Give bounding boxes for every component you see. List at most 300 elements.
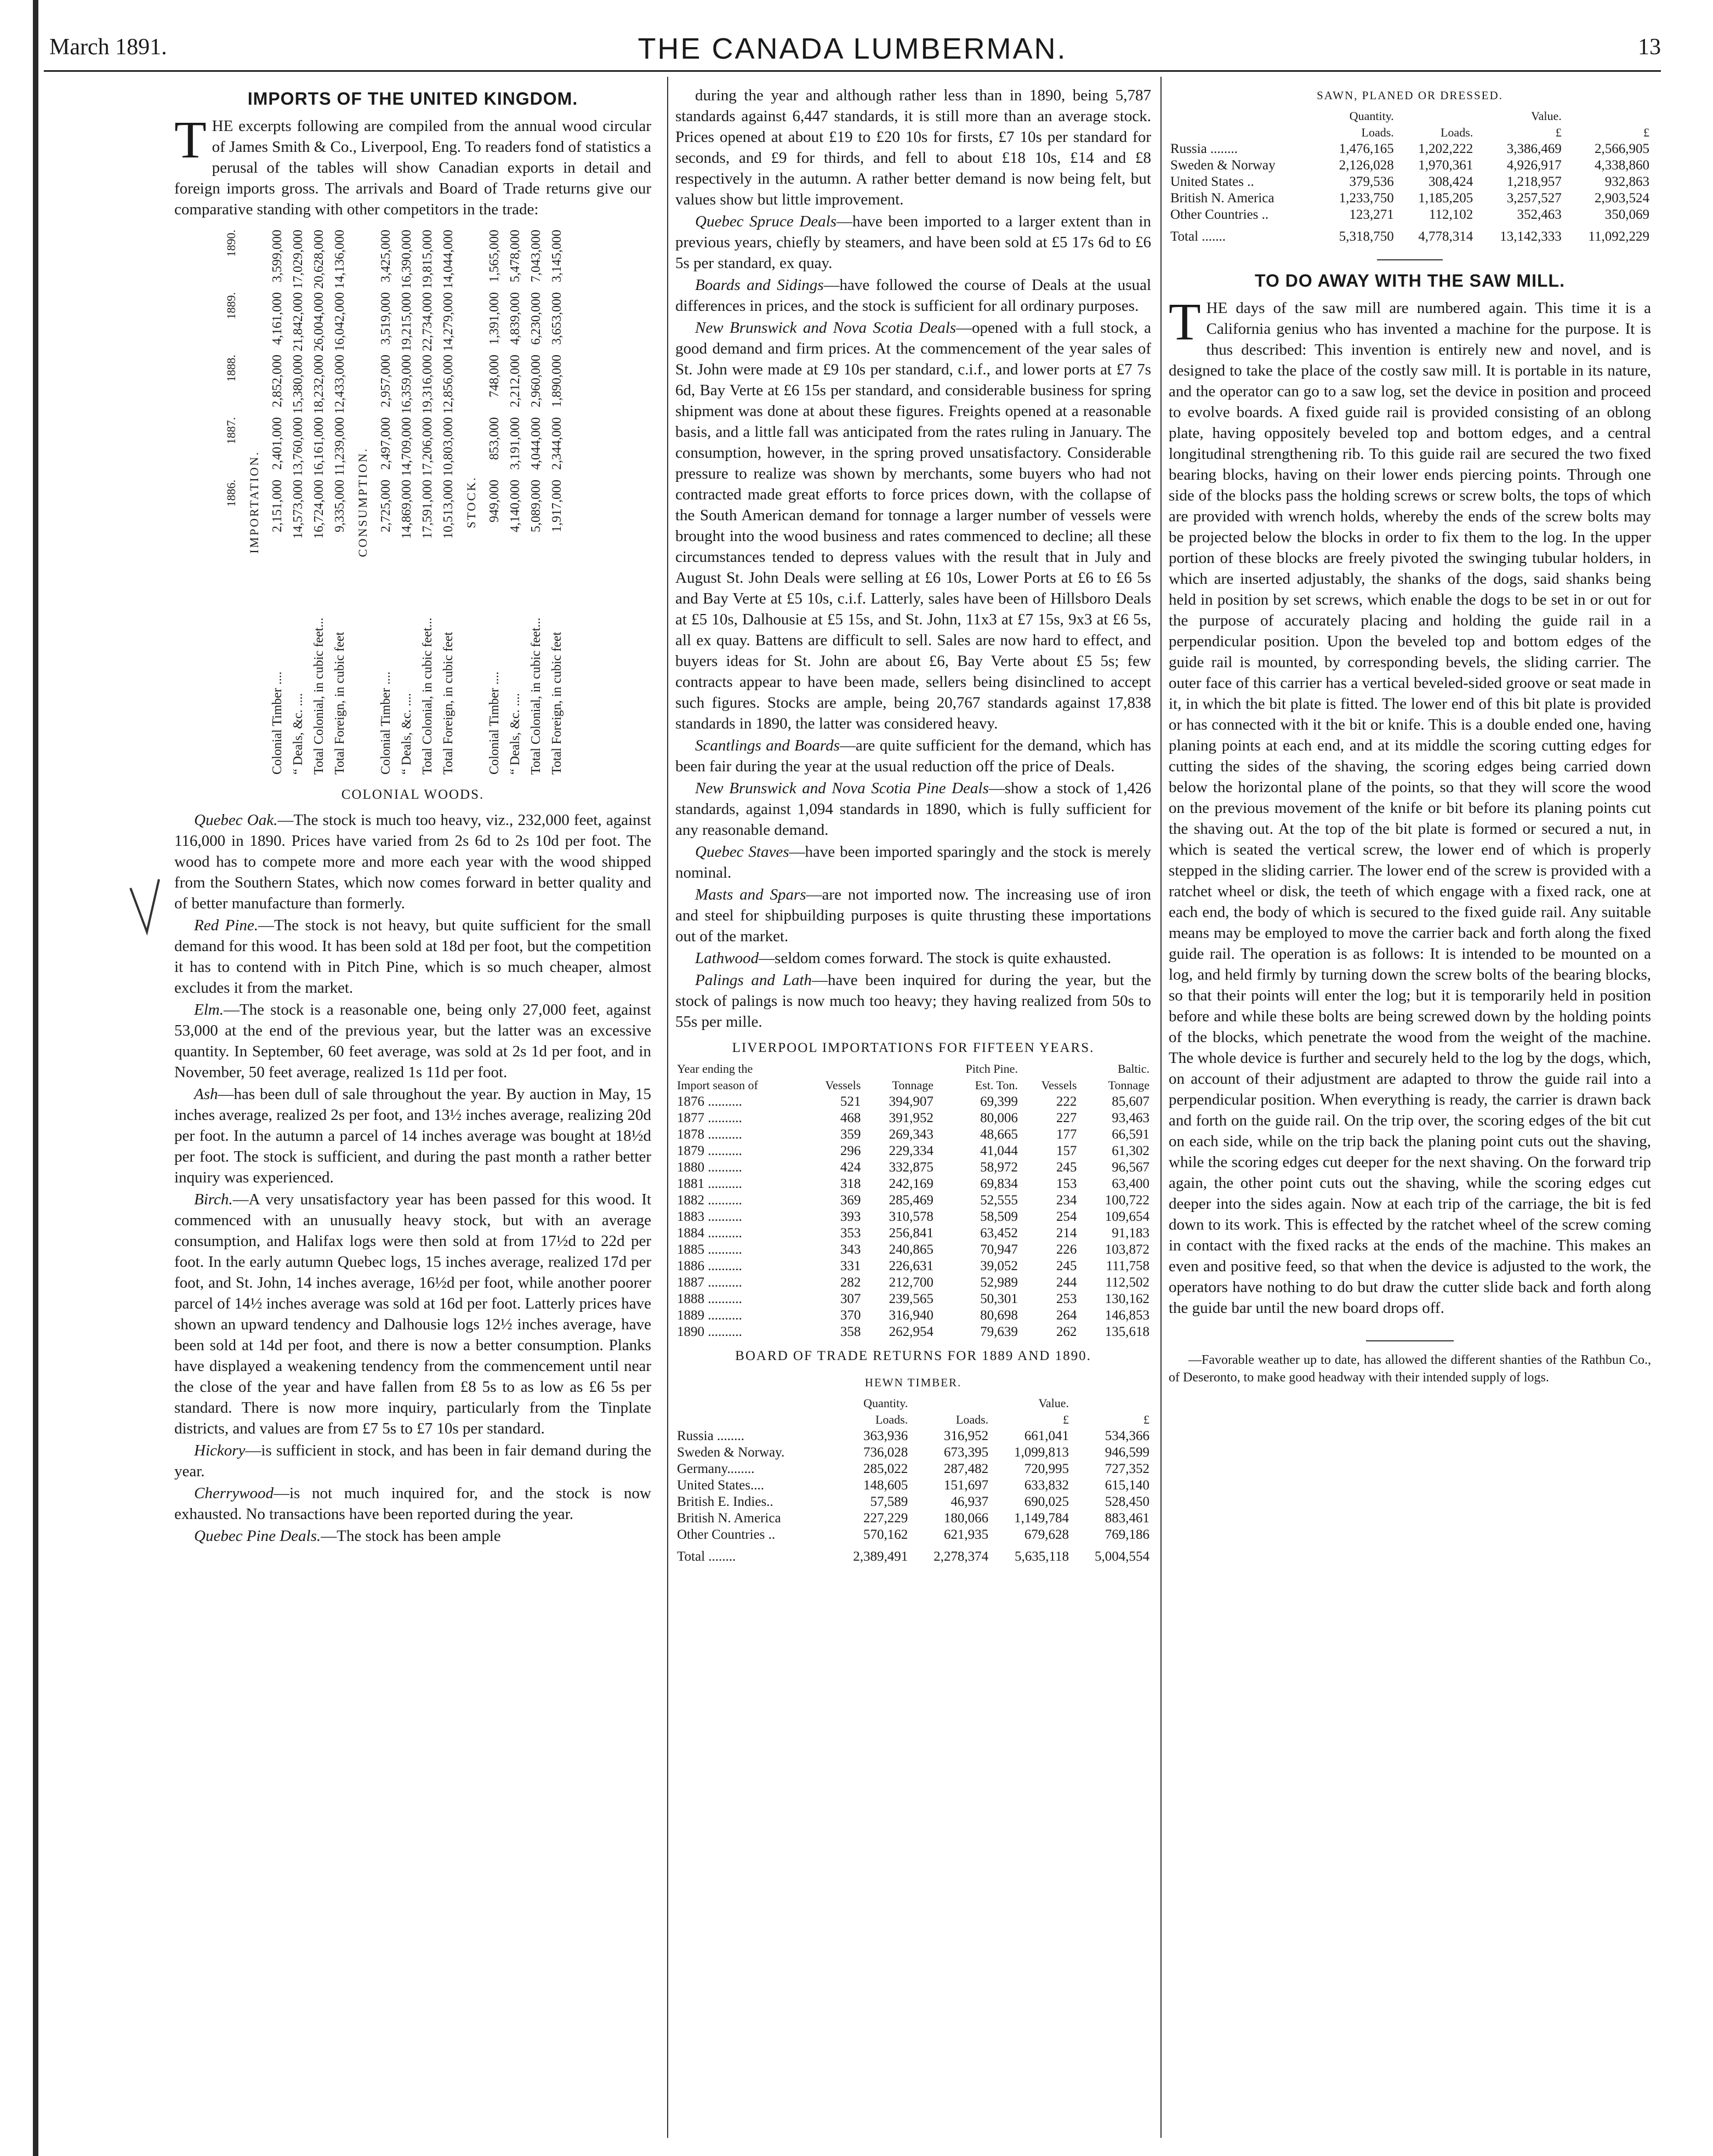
row-label: 1883 .......... <box>677 1209 742 1224</box>
table-cell: 57,589 <box>870 1494 908 1509</box>
sawn-subtitle: SAWN, PLANED OR DRESSED. <box>1317 89 1503 102</box>
table-cell: 234 <box>1056 1193 1077 1208</box>
table-cell: 285,022 <box>863 1461 908 1476</box>
rathbun-note: —Favorable weather up to date, has allowed the different shanties of the Rathbun Co., of Deseronto, to make good headway with their intended supply of logs. <box>1169 1353 1651 1385</box>
table-row <box>675 1176 1151 1192</box>
table-header <box>1396 108 1475 124</box>
table-cell: 468 <box>840 1111 861 1125</box>
masthead <box>44 34 1661 67</box>
paragraph-text: —is sufficient in stock, and has been in fair demand during the year. <box>174 1442 651 1480</box>
paragraph-heading: Quebec Oak. <box>194 811 278 829</box>
table-cell: 2,401,000 <box>270 417 284 470</box>
table-row <box>438 228 459 776</box>
table-cell: 19,215,000 <box>400 292 414 351</box>
group-name: IMPORTATION. <box>247 451 261 554</box>
table-cell: 308,424 <box>1429 174 1473 189</box>
paragraph-heading: Palings and Lath <box>695 971 812 989</box>
issue-date: March 1891. <box>49 35 167 60</box>
paragraph <box>675 970 1151 1032</box>
table-cell: 1,149,784 <box>1014 1511 1069 1526</box>
row-label: 1880 .......... <box>677 1160 742 1175</box>
table-cell: 296 <box>840 1144 861 1158</box>
total-cell: 5,004,554 <box>1095 1549 1149 1564</box>
paragraph <box>675 735 1151 777</box>
total-cell: 4,778,314 <box>1418 229 1473 244</box>
table-cell: 135,618 <box>1105 1324 1149 1339</box>
paragraph <box>675 275 1151 316</box>
table-cell: 112,102 <box>1429 207 1473 222</box>
table-cell: 287,482 <box>943 1461 989 1476</box>
table-cell: 66,591 <box>1112 1127 1149 1142</box>
table-cell: 4,044,000 <box>529 417 543 470</box>
total-row <box>1169 223 1651 245</box>
table-cell: 16,724,000 <box>312 480 326 539</box>
paragraph-text: —is not much inquired for, and the stock is now exhausted. No transactions have been reported during the year. <box>174 1484 651 1523</box>
table-cell: 853,000 <box>487 417 502 460</box>
table-cell: 1,233,750 <box>1339 191 1394 206</box>
row-label: Russia ........ <box>1170 141 1238 156</box>
table-header: £ <box>1143 1413 1149 1426</box>
column-rule <box>1160 77 1162 2138</box>
year-header: 1889. <box>224 292 238 320</box>
table-header: Loads. <box>955 1413 989 1426</box>
saw-mill-title: TO DO AWAY WITH THE SAW MILL. <box>1255 271 1565 291</box>
paragraph <box>675 85 1151 210</box>
paragraph-heading: Masts and Spars <box>695 886 806 903</box>
table-cell: 3,386,469 <box>1506 141 1562 156</box>
paragraph <box>675 948 1151 969</box>
table-row <box>675 1242 1151 1258</box>
paragraph-text: —seldom comes forward. The stock is quite exhausted. <box>759 949 1111 967</box>
table-header: Pitch Pine. <box>965 1062 1018 1076</box>
table-cell: 9,335,000 <box>333 480 347 532</box>
table-cell: 58,509 <box>980 1209 1018 1224</box>
table-cell: 521 <box>840 1094 861 1109</box>
table-header: Vessels <box>825 1078 861 1092</box>
table-cell: 13,760,000 <box>291 417 305 476</box>
row-label: 1877 .......... <box>677 1111 742 1125</box>
table-cell: 229,334 <box>889 1144 934 1158</box>
row-label: 1890 .......... <box>677 1324 742 1339</box>
row-label: 1884 .......... <box>677 1226 742 1241</box>
total-cell: 2,389,491 <box>853 1549 908 1564</box>
table-cell: 26,004,000 <box>312 292 326 351</box>
table-cell: 17,029,000 <box>291 230 305 289</box>
table-row <box>675 1324 1151 1340</box>
table-row <box>675 1275 1151 1291</box>
year-header: 1890. <box>224 230 238 257</box>
group-row <box>459 228 484 776</box>
table-row <box>484 228 505 776</box>
row-label: Russia ........ <box>677 1429 744 1443</box>
table-cell: 80,698 <box>980 1308 1018 1323</box>
paragraph-heading: New Brunswick and Nova Scotia Pine Deals <box>695 780 989 797</box>
row-label: 1876 .......... <box>677 1094 742 1109</box>
table-cell: 212,700 <box>889 1275 934 1290</box>
table-row <box>526 228 547 776</box>
row-label: 1882 .......... <box>677 1193 742 1208</box>
table-cell: 1,476,165 <box>1339 141 1394 156</box>
paragraph <box>675 211 1151 274</box>
table-cell: 93,463 <box>1112 1111 1149 1125</box>
table-header <box>1169 124 1316 141</box>
table-cell: 310,578 <box>889 1209 934 1224</box>
table-cell: 240,865 <box>889 1242 934 1257</box>
table-cell: 633,832 <box>1024 1478 1069 1493</box>
table-cell: 1,890,000 <box>550 355 564 407</box>
table-cell: 12,856,000 <box>441 355 456 414</box>
table-cell: 5,478,000 <box>508 230 522 282</box>
paragraph-text: —has been dull of sale throughout the year. By auction in May, 15 inches average, realized 2s per foot, and 13½ inches average, realizing 20d per foot. In the autumn a parcel of 14 inches average was bought at 18½d per foot. The stock is sufficient, and during the past month a rather better inquiry was experienced. <box>174 1085 651 1186</box>
row-label: United States .. <box>1170 174 1254 189</box>
table-cell: 352,463 <box>1517 207 1562 222</box>
table-cell: 39,052 <box>980 1259 1018 1273</box>
table-cell: 214 <box>1056 1226 1077 1241</box>
paragraph-text: —A very unsatisfactory year has been passed for this wood. It commenced with an unusually heavy stock, but with an average consumption, and Halifax logs were then sold at from 17½d to 22d per foot. In the early autumn Quebec logs, 15 inches average, realized 17d per foot, and St. John, 14 inches average, 16½d per foot, while another poorer parcel of 14½ inches average was sold at 16d per foot. Latterly prices have shown an upward tendency and Dalhousie logs 12½ inches average, have been sold at 14d per foot, and there is now a better consumption. Planks have displayed a weakening tendency from the commencement until near the close of the year and have fallen from £8 5s to as low as £6 5s per standard. There is now more inquiry, particularly from the Tinplate districts, and values are from £7 5s to £7 10s per standard. <box>174 1191 651 1437</box>
paragraph-text: during the year and although rather less than in 1890, being 5,787 standards against 6,447 standards, it is still more than an average stock. Prices opened at about £19 to £20 10s for firsts, £7 10s per standard for seconds, and £9 for thirds, and fell to about £18 10s, £14 and £8 respectively in the autumn. A rather better demand is now being felt, but values show but little improvement. <box>675 87 1151 208</box>
table-cell: 3,519,000 <box>379 292 393 345</box>
table-cell: 22,734,000 <box>420 292 435 351</box>
row-label: Germany........ <box>677 1461 755 1476</box>
table-header <box>862 1061 935 1077</box>
paragraph-text: —have been imported sparingly and the stock is merely nominal. <box>675 843 1151 881</box>
blank-cell <box>221 541 242 776</box>
table-header: £ <box>1555 126 1562 139</box>
paragraph-text: —opened with a full stock, a good demand and firm prices. At the commencement of the year sales of St. John were made at £9 10s per standard, c.i.f., and lower ports at £7 7s 6d, Bay Verte at £6 15s per standard, and considerable business for spring shipment was done at about these figures. Freights opened at a reasonable basis, and a little fall was anticipated from the rates ruling in January. The consumption, however, in the spring proved unsatisfactory. Considerable pressure to realize was shown by merchants, some buyers who had not contracted made great efforts to force prices down, with the collapse of the South American demand for tonnage a larger number of vessels were brought into the wood business and rates commenced to decline; all these circumstances tended to depress values with the result that in July and August St. John Deals were selling at £6 10s, Lower Ports at £6 to £6 5s and Bay Verte at £5 10s, c.i.f. Latterly, sales have been of Hillsboro Deals at £5 10s, Dalhousie at £5 15s, and St. John, 11x3 at £7 15s, 9x3 at £6 5s, all ex quay. Battens are difficult to sell. Sales are now hard to effect, and buyers ideas for St. John are about £6, Bay Verte about £5 5s; few contracts appear to have been made, sellers being disinclined to accept such figures. Stocks are ample, being 20,767 standards against 17,838 standards in 1890, the latter was considered heavy. <box>675 319 1151 732</box>
table-cell: 3,191,000 <box>508 417 522 470</box>
table-cell: 63,400 <box>1112 1176 1149 1191</box>
row-label: British E. Indies.. <box>677 1494 773 1509</box>
table-cell: 1,202,222 <box>1418 141 1473 156</box>
table-cell: 123,271 <box>1349 207 1394 222</box>
table-header: Est. Ton. <box>975 1078 1018 1092</box>
paragraph-heading: Quebec Spruce Deals <box>695 213 836 230</box>
table-cell: 16,161,000 <box>312 417 326 476</box>
table-cell: 10,513,000 <box>441 480 456 539</box>
table-cell: 112,502 <box>1105 1275 1149 1290</box>
table-row <box>675 1494 1151 1510</box>
table-cell: 227 <box>1056 1111 1077 1125</box>
table-cell: 391,952 <box>889 1111 934 1125</box>
table-cell: 69,834 <box>980 1176 1018 1191</box>
table-cell: 727,352 <box>1105 1461 1149 1476</box>
paragraph <box>675 317 1151 734</box>
table-cell: 41,044 <box>980 1144 1018 1158</box>
table-cell: 16,359,000 <box>400 355 414 414</box>
table-cell: 316,952 <box>943 1429 989 1443</box>
table-cell: 393 <box>840 1209 861 1224</box>
row-label: 1878 .......... <box>677 1127 742 1142</box>
header-rule <box>44 70 1661 72</box>
paragraph <box>174 1084 651 1188</box>
group-name: STOCK. <box>464 476 478 528</box>
table-header: Baltic. <box>1117 1062 1149 1076</box>
table-cell: 151,697 <box>943 1478 989 1493</box>
table-header: Value. <box>1531 109 1562 123</box>
table-cell: 1,565,000 <box>487 230 502 282</box>
paragraph-heading: Lathwood <box>695 949 759 967</box>
table-cell: 18,232,000 <box>312 355 326 414</box>
table-header: Vessels <box>1041 1078 1077 1092</box>
table-cell: 153 <box>1056 1176 1077 1191</box>
table-cell: 883,461 <box>1105 1511 1149 1526</box>
paragraph-heading: New Brunswick and Nova Scotia Deals <box>695 319 957 337</box>
table-row <box>675 1110 1151 1127</box>
paragraph-heading: Birch. <box>194 1191 233 1208</box>
table-cell: 5,089,000 <box>529 480 543 532</box>
saw-mill-text: HE days of the saw mill are numbered again. This time it is a California genius who has invented a machine for the purpose. It is thus described: This invention is entirely new and novel, and is designed to take the place of the costly saw mill. It is portable in its nature, and the operator can go to a saw log, set the device in position and proceed to evolve boards. A fixed guide rail is provided consisting of an oblong plate, having oppositely beveled top and bottom edges, and a central longitudinal strengthening rib. To this guide rail are secured the two fixed bearing blocks, having on their lower ends piercing points. Through one side of the blocks pass the holding screws or screw bolts, the tops of which are provided with wrench holds, whereby the ends of the screw bolts may be projected below the blocks in order to fix them to the log. In the upper portion of these blocks are freely pivoted the swinging tubular holders, in which are inserted adjustably, the shanks of the dogs, said shanks being held in position by set screws, which enable the dogs to be set in or out for the purpose of accurately placing and holding the guide rail in a perpendicular position. Upon the beveled top and bottom edges of the guide rail is mounted, by corresponding bevels, the sliding carrier. The outer face of this carrier has a vertical beveled-sided groove or seat made in it, in which the bit plate is fitted. The lower end of this bit plate is provided or has connected with it the bit or knife. This is a double ended one, having planing points at each end, and at its middle the scoring cutting edges for cutting the sides of the shaving, the scoring edges being carried down below the horizontal plane of the points, so that they will score the wood on the previous movement of the knife or bit before its planing points cut the shaving out. At the top of the bit plate is formed or secured a nut, in which is seated the vertical screw, the lower end of which is properly stepped in the sliding carrier. The lower end of the screw is provided with a ratchet wheel or disk, the teeth of which engage with a fixed rack, one at each end, the body of which is secured to the fixed guide rail. Any suitable means may be employed to move the carrier back and forth along the fixed guide rail. The operation is as follows: It is intended to be mounted on a log, and held firmly by turning down the screw bolts of the bearing blocks, so that their points will enter the log; but it is temporarily held in position before and while these bolts are being screwed down by the holding points of the blocks, which penetrate the wood from the weight of the machine. The whole device is further and securely held to the log by the dogs, which, on account of their adjustment are adapted to throw the guide rail into a perpendicular position. When everything is ready, the carrier is drawn back and forth on the guide rail. On the trip over, the scoring edges of the bit cut on each side, while on the trip back the planing point cuts out the shaving, while the scoring edges cut deeper for the next shaving. On the forward trip again, the other point cuts out the shaving, while the scoring edges cut deeper into the sides again. Now at each trip of the carriage, the bit is fed down to its work. This is effected by the ratchet wheel of the screw coming in contact with the fixed racks at the ends of the machine. This makes an even and positive feed, so that when the device is adjusted to the work, the operators have nothing to do but draw the cutter slide back and forth along the guide bar until the new board drops off. <box>1169 299 1651 1317</box>
table-cell: 4,161,000 <box>270 292 284 345</box>
row-label: Other Countries .. <box>1170 207 1269 222</box>
row-label: British N. America <box>677 1511 781 1526</box>
table-cell: 2,497,000 <box>379 417 393 470</box>
table-cell: 227,229 <box>863 1511 908 1526</box>
table-cell: 736,028 <box>863 1445 908 1460</box>
table-cell: 358 <box>840 1324 861 1339</box>
row-label: Colonial Timber .... <box>270 671 284 775</box>
table-cell: 2,903,524 <box>1595 191 1649 206</box>
paragraph-heading: Scantlings and Boards <box>695 737 840 754</box>
table-header <box>675 1412 829 1428</box>
table-row <box>375 228 396 776</box>
drop-cap: T <box>174 110 207 169</box>
table-cell: 369 <box>840 1193 861 1208</box>
table-cell: 690,025 <box>1024 1494 1069 1509</box>
table-cell: 10,803,000 <box>441 417 456 476</box>
saw-mill-article <box>1169 292 1651 1318</box>
table-cell: 69,399 <box>980 1094 1018 1109</box>
paragraph-text: —have been inquired for during the year, but the stock of palings is now much too heavy; they having realized from 50s to 55s per mille. <box>675 971 1151 1031</box>
hewn-timber-table <box>675 1395 1151 1565</box>
drop-cap: T <box>1169 292 1201 351</box>
row-label: Other Countries .. <box>677 1527 776 1542</box>
table-cell: 19,815,000 <box>420 230 435 289</box>
paragraph-text: —have followed the course of Deals at the usual differences in prices, and the stock is sufficient for all ordinary purposes. <box>675 276 1151 315</box>
table-cell: 21,842,000 <box>291 292 305 351</box>
table-header <box>804 1061 863 1077</box>
table-row <box>1169 157 1651 174</box>
table-row <box>1169 174 1651 190</box>
table-cell: 130,162 <box>1105 1292 1149 1306</box>
table-row <box>1169 141 1651 157</box>
column-3 <box>1169 85 1651 1387</box>
group-row <box>350 228 375 776</box>
table-cell: 85,607 <box>1112 1094 1149 1109</box>
row-label: Total Foreign, in cubic feet <box>333 632 347 775</box>
table-cell: 14,869,000 <box>400 480 414 539</box>
table-row <box>675 1428 1151 1444</box>
table-cell: 1,970,361 <box>1418 158 1473 173</box>
paragraph <box>675 778 1151 840</box>
table-cell: 615,140 <box>1105 1478 1149 1493</box>
table-cell: 12,433,000 <box>333 355 347 414</box>
table-cell: 379,536 <box>1349 174 1394 189</box>
table-cell: 58,972 <box>980 1160 1018 1175</box>
row-label: 1887 .......... <box>677 1275 742 1290</box>
table-header: Import season of <box>677 1078 758 1092</box>
table-header: Quantity. <box>1349 109 1394 123</box>
table-row <box>675 1444 1151 1461</box>
table-cell: 14,279,000 <box>441 292 456 351</box>
paragraph-heading: Red Pine. <box>194 917 258 934</box>
paragraph-heading: Hickory <box>194 1442 246 1459</box>
table-cell: 15,380,000 <box>291 355 305 414</box>
table-cell: 679,628 <box>1024 1527 1069 1542</box>
paragraph <box>174 1483 651 1524</box>
table-cell: 2,151,000 <box>270 480 284 532</box>
table-cell: 1,917,000 <box>550 480 564 532</box>
table-cell: 96,567 <box>1112 1160 1149 1175</box>
table-cell: 256,841 <box>889 1226 934 1241</box>
table-cell: 4,338,860 <box>1595 158 1649 173</box>
table-cell: 343 <box>840 1242 861 1257</box>
table-cell: 14,136,000 <box>333 230 347 289</box>
paragraph <box>675 884 1151 947</box>
table-row <box>1169 190 1651 207</box>
paragraph-heading: Quebec Pine Deals. <box>194 1527 321 1545</box>
table-row <box>675 1209 1151 1225</box>
table-cell: 14,044,000 <box>441 230 456 289</box>
paragraph <box>174 1189 651 1439</box>
table-cell: 14,573,000 <box>291 480 305 539</box>
imports-intro <box>174 110 651 220</box>
table-cell: 180,066 <box>943 1511 989 1526</box>
colonial-woods-paragraphs <box>174 810 651 1546</box>
table-header: Loads. <box>875 1413 908 1426</box>
table-cell: 46,937 <box>951 1494 989 1509</box>
table-cell: 2,957,000 <box>379 355 393 407</box>
table-cell: 61,302 <box>1112 1144 1149 1158</box>
table-row <box>675 1477 1151 1494</box>
group-row <box>242 228 267 776</box>
table-cell: 19,316,000 <box>420 355 435 414</box>
table-cell: 7,043,000 <box>529 230 543 282</box>
divider <box>1377 259 1443 260</box>
table-cell: 370 <box>840 1308 861 1323</box>
row-label: Total Colonial, in cubic feet... <box>529 617 543 775</box>
table-cell: 769,186 <box>1105 1527 1149 1542</box>
table-header: Tonnage <box>1108 1078 1149 1092</box>
table-row <box>675 1143 1151 1159</box>
table-cell: 17,591,000 <box>420 480 435 539</box>
table-header: Value. <box>1038 1396 1069 1410</box>
pencil-mark-icon <box>125 877 163 937</box>
table-row <box>1169 207 1651 223</box>
table-cell: 91,183 <box>1112 1226 1149 1241</box>
paragraph <box>675 841 1151 883</box>
table-cell: 222 <box>1056 1094 1077 1109</box>
table-cell: 282 <box>840 1275 861 1290</box>
group-name: CONSUMPTION. <box>356 447 369 558</box>
table-cell: 11,239,000 <box>333 417 347 476</box>
table-row <box>675 1258 1151 1275</box>
table-cell: 316,940 <box>889 1308 934 1323</box>
table-cell: 226,631 <box>889 1259 934 1273</box>
table-header <box>1071 1395 1151 1412</box>
row-label: Colonial Timber .... <box>487 671 502 775</box>
row-label: United States.... <box>677 1478 765 1493</box>
table-cell: 720,995 <box>1024 1461 1069 1476</box>
table-cell: 242,169 <box>889 1176 934 1191</box>
row-label: 1888 .......... <box>677 1292 742 1306</box>
deals-paragraphs <box>675 85 1151 1032</box>
table-cell: 80,006 <box>980 1111 1018 1125</box>
row-label: 1889 .......... <box>677 1308 742 1323</box>
table-cell: 3,653,000 <box>550 292 564 345</box>
paragraph-heading: Cherrywood <box>194 1484 274 1502</box>
table-row <box>675 1225 1151 1242</box>
table-cell: 245 <box>1056 1160 1077 1175</box>
table-cell: 264 <box>1056 1308 1077 1323</box>
table-cell: 63,452 <box>980 1226 1018 1241</box>
table-cell: 16,042,000 <box>333 292 347 351</box>
row-label: “ Deals, &c. .... <box>400 693 414 775</box>
table-cell: 16,390,000 <box>400 230 414 289</box>
table-cell: 244 <box>1056 1275 1077 1290</box>
table-row <box>309 228 329 776</box>
table-row <box>675 1461 1151 1477</box>
table-header: Tonnage <box>892 1078 934 1092</box>
table-cell: 661,041 <box>1024 1429 1069 1443</box>
total-label: Total ....... <box>1170 229 1226 244</box>
paragraph-text: —are not imported now. The increasing use of iron and steel for shipbuilding purposes is quite thrusting these importations out of the market. <box>675 886 1152 945</box>
table-cell: 1,391,000 <box>487 292 502 345</box>
paragraph-text: —The stock is not heavy, but quite sufficient for the small demand for this wood. It has been sold at 18d per foot, but the competition it has to contend with in Pitch Pine, which is so much cheaper, almost excludes it from the market. <box>174 917 651 997</box>
paragraph-text: —are quite sufficient for the demand, which has been fair during the year at the usual reduction off the price of Deals. <box>675 737 1151 775</box>
table-cell: 50,301 <box>980 1292 1018 1306</box>
divider <box>1366 1340 1454 1341</box>
year-header: 1888. <box>224 355 238 382</box>
table-cell: 621,935 <box>943 1527 989 1542</box>
table-cell: 6,230,000 <box>529 292 543 345</box>
table-cell: 14,709,000 <box>400 417 414 476</box>
year-header: 1887. <box>224 417 238 445</box>
table-cell: 3,145,000 <box>550 230 564 282</box>
table-header: Loads. <box>1361 126 1394 139</box>
table-cell: 52,555 <box>980 1193 1018 1208</box>
column-rule <box>667 77 668 2138</box>
table-header <box>1563 108 1651 124</box>
page-number: 13 <box>1638 35 1661 60</box>
table-cell: 353 <box>840 1226 861 1241</box>
table-cell: 363,936 <box>863 1429 908 1443</box>
table-header: Quantity. <box>863 1396 908 1410</box>
table-row <box>675 1159 1151 1176</box>
paragraph-heading: Elm. <box>194 1001 224 1019</box>
table-header: Loads. <box>1440 126 1473 139</box>
table-cell: 350,069 <box>1604 207 1649 222</box>
table-header: £ <box>1643 126 1649 139</box>
table-cell: 157 <box>1056 1144 1077 1158</box>
table-cell: 245 <box>1056 1259 1077 1273</box>
total-cell: 13,142,333 <box>1500 229 1562 244</box>
table-cell: 673,395 <box>943 1445 989 1460</box>
table-cell: 239,565 <box>889 1292 934 1306</box>
table-cell: 331 <box>840 1259 861 1273</box>
table-cell: 103,872 <box>1105 1242 1149 1257</box>
paragraph-text: —show a stock of 1,426 standards, against 1,094 standards in 1890, which is fully sufficient for any reasonable demand. <box>675 780 1151 839</box>
table-cell: 111,758 <box>1106 1259 1149 1273</box>
bot-table-title: BOARD OF TRADE RETURNS FOR 1889 AND 1890. <box>735 1349 1091 1363</box>
imports-table <box>221 228 567 776</box>
imports-table-wrapper <box>210 225 616 779</box>
table-header <box>1020 1061 1079 1077</box>
table-cell: 528,450 <box>1105 1494 1149 1509</box>
row-label: “ Deals, &c. .... <box>508 693 522 775</box>
column-1 <box>174 85 651 1548</box>
table-cell: 3,425,000 <box>379 230 393 282</box>
table-cell: 100,722 <box>1105 1193 1149 1208</box>
